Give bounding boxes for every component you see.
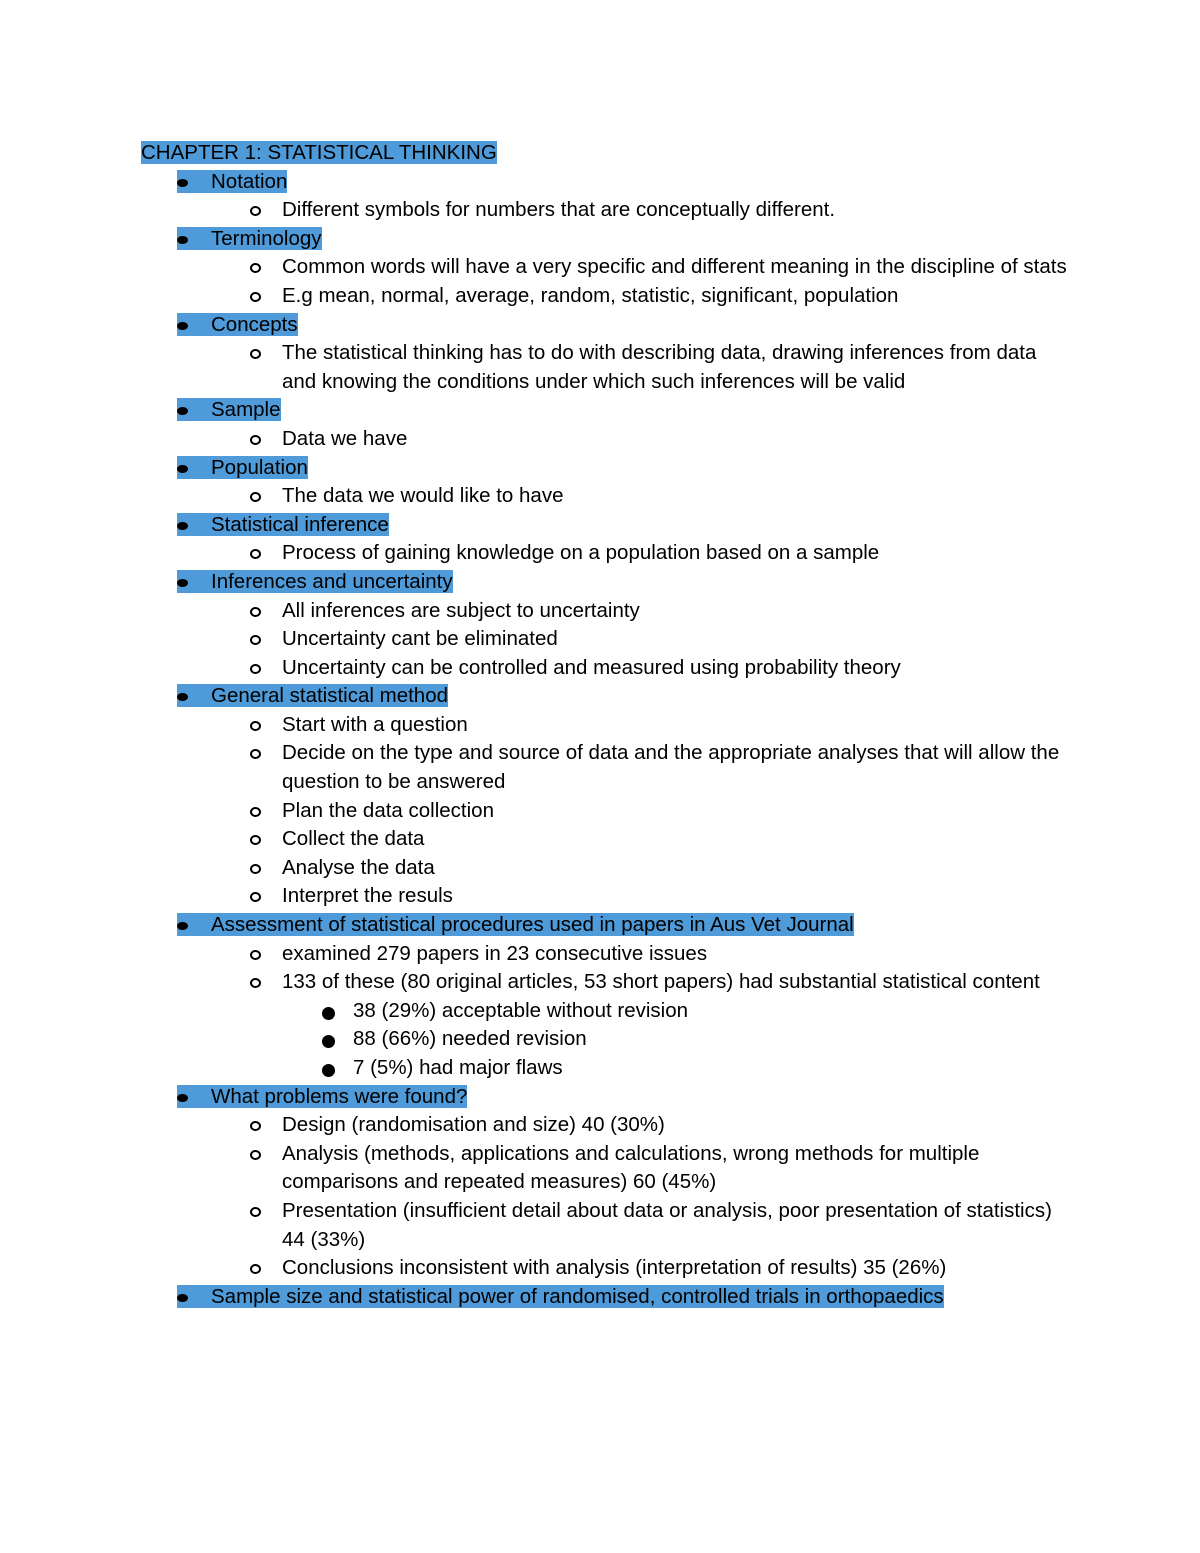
list-item-text: 133 of these (80 original articles, 53 short papers) had substantial statistical content: [282, 970, 1040, 994]
sub-list: [211, 196, 1071, 225]
hollow-bullet-icon: [250, 607, 261, 617]
square-bullet-icon: [322, 1064, 335, 1077]
list-item-text: Decide on the type and source of data and the appropriate analyses that will allow the question to be answered: [282, 741, 1060, 794]
section-item: [141, 682, 1071, 911]
chapter-title: CHAPTER 1: STATISTICAL THINKING: [141, 141, 497, 164]
list-item-text: examined 279 papers in 23 consecutive issues: [282, 941, 708, 965]
section-heading-row: [211, 311, 1071, 340]
section-heading-row: [211, 1283, 1071, 1312]
list-item: [211, 282, 1071, 311]
section-heading: Sample: [177, 398, 281, 421]
list-item: [211, 597, 1071, 626]
list-item-text: Analysis (methods, applications and calculations, wrong methods for multiple comparisons and repeated measures) 60 (45%): [282, 1141, 980, 1194]
list-item: [211, 482, 1071, 511]
section-heading-row: [211, 168, 1071, 197]
section-heading: General statistical method: [177, 684, 448, 707]
section-item: [141, 396, 1071, 453]
section-item: [141, 454, 1071, 511]
section-heading-row: [211, 911, 1071, 940]
sub-list: [211, 539, 1071, 568]
list-item: [211, 882, 1071, 911]
list-item: [211, 940, 1071, 969]
list-item-text: The statistical thinking has to do with describing data, drawing inferences from data and knowing the conditions under which such inferences will be valid: [282, 341, 1037, 393]
list-item-text: Uncertainty can be controlled and measured using probability theory: [282, 655, 901, 679]
hollow-bullet-icon: [250, 435, 261, 445]
sub-list: [211, 711, 1071, 911]
sub-list: [211, 425, 1071, 454]
section-item: [141, 568, 1071, 682]
hollow-bullet-icon: [250, 950, 261, 960]
section-heading-row: [211, 682, 1071, 711]
hollow-bullet-icon: [250, 721, 261, 731]
list-item: [211, 196, 1071, 225]
section-heading: Concepts: [177, 313, 298, 336]
list-item: [282, 1025, 1071, 1054]
filled-bullet-icon: [177, 1094, 188, 1102]
filled-bullet-icon: [177, 522, 188, 530]
list-item: [282, 1054, 1071, 1083]
list-item-text: Start with a question: [282, 712, 468, 736]
section-heading: Statistical inference: [177, 513, 389, 536]
hollow-bullet-icon: [250, 349, 261, 359]
hollow-bullet-icon: [250, 807, 261, 817]
list-item: [211, 1140, 1071, 1197]
section-item: [141, 311, 1071, 397]
hollow-bullet-icon: [250, 835, 261, 845]
filled-bullet-icon: [177, 465, 188, 473]
section-heading: Population: [177, 456, 308, 479]
hollow-bullet-icon: [250, 492, 261, 502]
square-bullet-icon: [322, 1007, 335, 1020]
filled-bullet-icon: [177, 179, 188, 187]
hollow-bullet-icon: [250, 664, 261, 674]
hollow-bullet-icon: [250, 864, 261, 874]
list-item: [211, 1197, 1071, 1254]
list-item-text: The data we would like to have: [282, 484, 564, 508]
section-heading-row: [211, 511, 1071, 540]
hollow-bullet-icon: [250, 1264, 261, 1274]
list-item-text: Uncertainty cant be eliminated: [282, 627, 558, 651]
sub-list: [211, 482, 1071, 511]
filled-bullet-icon: [177, 922, 188, 930]
section-item: [141, 511, 1071, 568]
filled-bullet-icon: [177, 1294, 188, 1302]
section-heading: Notation: [177, 170, 287, 193]
list-item: [211, 1111, 1071, 1140]
hollow-bullet-icon: [250, 635, 261, 645]
list-item-text: Conclusions inconsistent with analysis (interpretation of results) 35 (26%): [282, 1256, 947, 1280]
filled-bullet-icon: [177, 579, 188, 587]
section-heading-row: [211, 568, 1071, 597]
list-item-text: 88 (66%) needed revision: [353, 1027, 587, 1051]
list-item-text: Data we have: [282, 426, 408, 450]
section-heading: Assessment of statistical procedures used in papers in Aus Vet Journal: [177, 913, 854, 936]
list-item-text: Analyse the data: [282, 855, 435, 879]
list-item-text: Interpret the resuls: [282, 884, 453, 908]
sub-list: [211, 597, 1071, 683]
list-item-text: Common words will have a very specific and different meaning in the discipline of stats: [282, 255, 1067, 279]
sub-list: [211, 1111, 1071, 1283]
section-heading: Sample size and statistical power of randomised, controlled trials in orthopaedics: [177, 1285, 944, 1308]
section-heading: Inferences and uncertainty: [177, 570, 453, 593]
square-bullet-icon: [322, 1035, 335, 1048]
hollow-bullet-icon: [250, 206, 261, 216]
hollow-bullet-icon: [250, 1150, 261, 1160]
section-list: [141, 168, 1071, 1312]
list-item-text: E.g mean, normal, average, random, statistic, significant, population: [282, 283, 899, 307]
list-item: [211, 339, 1071, 396]
hollow-bullet-icon: [250, 978, 261, 988]
list-item: [211, 739, 1071, 796]
hollow-bullet-icon: [250, 263, 261, 273]
section-heading: Terminology: [177, 227, 322, 250]
section-heading-row: [211, 225, 1071, 254]
hollow-bullet-icon: [250, 1207, 261, 1217]
list-item: [211, 425, 1071, 454]
list-item: [211, 968, 1071, 1082]
hollow-bullet-icon: [250, 549, 261, 559]
list-item-text: Presentation (insufficient detail about data or analysis, poor presentation of statistics) 44 (33%): [282, 1198, 1052, 1251]
sub-sub-list: [282, 997, 1071, 1083]
hollow-bullet-icon: [250, 292, 261, 302]
section-item: [141, 911, 1071, 1083]
list-item-text: Plan the data collection: [282, 798, 494, 822]
section-item: [141, 225, 1071, 311]
section-heading: What problems were found?: [177, 1085, 467, 1108]
hollow-bullet-icon: [250, 749, 261, 759]
sub-list: [211, 940, 1071, 1083]
list-item: [211, 854, 1071, 883]
list-item-text: 7 (5%) had major flaws: [353, 1056, 563, 1079]
list-item: [211, 797, 1071, 826]
list-item: [211, 825, 1071, 854]
section-heading-row: [211, 1083, 1071, 1112]
list-item-text: Process of gaining knowledge on a population based on a sample: [282, 541, 880, 565]
list-item-text: Different symbols for numbers that are conceptually different.: [282, 198, 836, 222]
list-item: [211, 539, 1071, 568]
list-item: [211, 1254, 1071, 1283]
list-item: [211, 711, 1071, 740]
list-item: [211, 625, 1071, 654]
section-heading-row: [211, 396, 1071, 425]
section-heading-row: [211, 454, 1071, 483]
list-item: [282, 997, 1071, 1026]
list-item: [211, 654, 1071, 683]
list-item-text: 38 (29%) acceptable without revision: [353, 998, 689, 1022]
list-item-text: Collect the data: [282, 827, 425, 851]
section-item: [141, 1083, 1071, 1283]
list-item-text: All inferences are subject to uncertainty: [282, 598, 640, 622]
filled-bullet-icon: [177, 322, 188, 330]
section-item: [141, 168, 1071, 225]
sub-list: [211, 253, 1071, 310]
document-page: [141, 139, 1071, 1311]
hollow-bullet-icon: [250, 892, 261, 902]
section-item: [141, 1283, 1071, 1312]
list-item: [211, 253, 1071, 282]
filled-bullet-icon: [177, 236, 188, 244]
sub-list: [211, 339, 1071, 396]
list-item-text: Design (randomisation and size) 40 (30%): [282, 1113, 665, 1137]
hollow-bullet-icon: [250, 1121, 261, 1131]
